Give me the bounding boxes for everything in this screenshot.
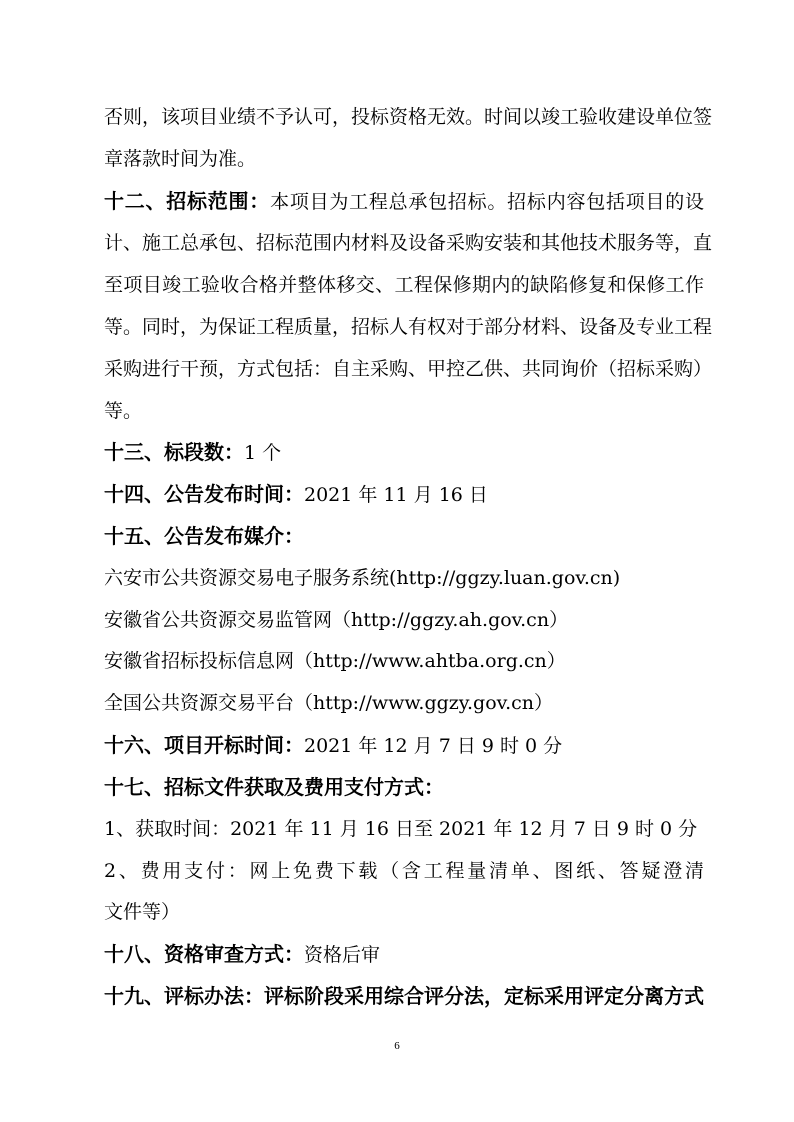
paragraph-line: 至项目竣工验收合格并整体移交、工程保修期内的缺陷修复和保修工作: [104, 274, 704, 296]
page-number: 6: [394, 1040, 400, 1052]
paragraph-line: 计、施工总承包、招标范围内材料及设备采购安装和其他技术服务等，直: [104, 232, 713, 254]
list-item: 2、费用支付：网上免费下载（含工程量清单、图纸、答疑澄清: [104, 860, 704, 882]
section-12: [104, 189, 704, 214]
section-12-text: 本项目为工程总承包招标。招标内容包括项目的设: [270, 191, 704, 213]
section-17-title: 十七、招标文件获取及费用支付方式：: [104, 775, 444, 799]
section-18: [104, 942, 704, 967]
media-item: 安徽省公共资源交易监管网（http://ggzy.ah.gov.cn）: [104, 609, 569, 631]
section-16-value: 2021 年 12 月 7 日 9 时 0 分: [304, 735, 563, 757]
paragraph-line: 等。同时，为保证工程质量，招标人有权对于部分材料、设备及专业工程: [104, 316, 713, 338]
section-15-title: 十五、公告发布媒介：: [104, 524, 304, 548]
section-17: [104, 775, 704, 800]
section-18-value: 资格后审: [304, 944, 381, 966]
section-18-title: 十八、资格审查方式：: [104, 942, 304, 966]
section-14-value: 2021 年 11 月 16 日: [304, 484, 488, 506]
media-item: 全国公共资源交易平台（http://www.ggzy.gov.cn）: [104, 692, 554, 714]
section-13-title: 十三、标段数：: [104, 440, 244, 464]
section-13: [104, 440, 704, 465]
media-item: 安徽省招标投标信息网（http://www.ahtba.org.cn）: [104, 650, 566, 672]
section-19-title: 十九、评标办法：: [104, 984, 264, 1008]
list-item: 1、获取时间：2021 年 11 月 16 日至 2021 年 12 月 7 日 9 时 0 分: [104, 818, 698, 840]
section-15: [104, 524, 704, 549]
section-13-value: 1 个: [244, 442, 282, 464]
section-16: [104, 733, 704, 758]
paragraph-line: 采购进行干预，方式包括：自主采购、甲控乙供、共同询价（招标采购）: [104, 358, 713, 380]
media-item: 六安市公共资源交易电子服务系统(http://ggzy.luan.gov.cn): [104, 567, 621, 589]
section-19-value: 评标阶段采用综合评分法，定标采用评定分离方式: [264, 984, 704, 1008]
paragraph-line: 等。: [104, 400, 143, 422]
list-item: 文件等）: [104, 901, 181, 923]
paragraph-line: 章落款时间为准。: [104, 148, 257, 170]
paragraph-line: 否则，该项目业绩不予认可，投标资格无效。时间以竣工验收建设单位签: [104, 106, 713, 128]
section-12-title: 十二、招标范围：: [104, 189, 271, 213]
section-16-title: 十六、项目开标时间：: [104, 733, 304, 757]
section-19: [104, 984, 704, 1009]
section-14: [104, 482, 704, 507]
section-14-title: 十四、公告发布时间：: [104, 482, 304, 506]
